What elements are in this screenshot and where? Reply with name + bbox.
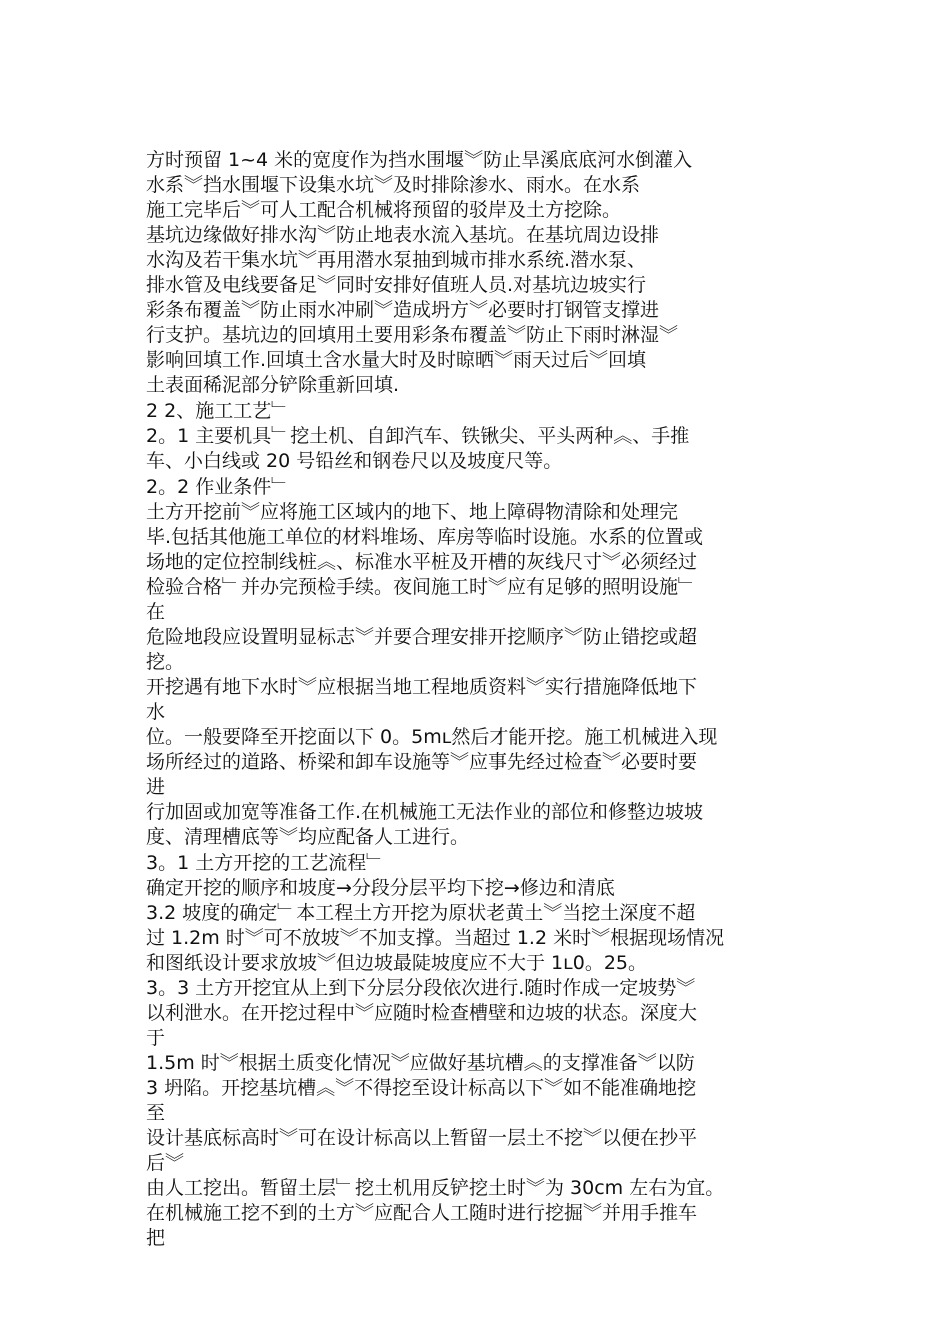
text-line: 3 坍陷。开挖基坑槽︽︾不得挖至设计标高以下︾如不能准确地挖: [146, 1077, 697, 1099]
text-line: 水系︾挡水围堰下设集水坑︾及时排除渗水、雨水。在水系: [146, 174, 641, 196]
text-line: 彩条布覆盖︾防止雨水冲刷︾造成坍方︾必要时打钢管支撑进: [146, 299, 660, 321]
text-line: 设计基底标高时︾可在设计标高以上暂留一层土不挖︾以便在抄平: [146, 1127, 698, 1149]
text-line: 确定开挖的顺序和坡度→分段分层平均下挖→修边和清底: [146, 877, 615, 899]
document-body: [146, 148, 826, 1251]
text-line: 影响回填工作.回填土含水量大时及时晾晒︾雨天过后︾回填: [146, 349, 647, 371]
section-heading: 2。2 作业条件﹂: [146, 476, 291, 498]
text-line: 后︾: [146, 1152, 185, 1174]
text-line: 土表面稀泥部分铲除重新回填.: [146, 374, 400, 396]
text-line: 场地的定位控制线桩︽、标准水平桩及开槽的灰线尺寸︾必须经过: [146, 551, 698, 573]
text-line: 检验合格﹂并办完预检手续。夜间施工时︾应有足够的照明设施﹂: [146, 576, 698, 598]
text-line: 方时预留 1~4 米的宽度作为挡水围堰︾防止旱溪底底河水倒灌入: [146, 149, 693, 171]
text-line: 于: [146, 1027, 166, 1049]
text-line: 进: [146, 776, 166, 798]
text-line: 行支护。基坑边的回填用土要用彩条布覆盖︾防止下雨时淋湿︾: [146, 324, 679, 346]
text-line: 和图纸设计要求放坡︾但边坡最陡坡度应不大于 1ʟ0。25。: [146, 952, 648, 974]
text-line: 2。1 主要机具﹂挖土机、自卸汽车、铁锹尖、平头两种︽、手推: [146, 425, 690, 447]
text-line: 基坑边缘做好排水沟︾防止地表水流入基坑。在基坑周边设排: [146, 224, 660, 246]
text-line: 1.5m 时︾根据土质变化情况︾应做好基坑槽︽的支撑准备︾以防: [146, 1052, 695, 1074]
text-line: 度、清理槽底等︾均应配备人工进行。: [146, 826, 470, 848]
text-line: 危险地段应设置明显标志︾并要合理安排开挖顺序︾防止错挖或超: [146, 626, 698, 648]
text-line: 把: [146, 1227, 166, 1249]
text-line: 行加固或加宽等准备工作.在机械施工无法作业的部位和修整边坡坡: [146, 801, 704, 823]
section-heading: 2 2、施工工艺﹂: [146, 400, 291, 422]
text-line: 过 1.2m 时︾可不放坡︾不加支撑。当超过 1.2 米时︾根据现场情况: [146, 927, 725, 949]
text-line: 至: [146, 1102, 166, 1124]
section-heading: 3。1 土方开挖的工艺流程﹂: [146, 852, 386, 874]
text-line: 在机械施工挖不到的土方︾应配合人工随时进行挖掘︾并用手推车: [146, 1202, 698, 1224]
text-line: 位。一般要降至开挖面以下 0。5mʟ然后才能开挖。施工机械进入现: [146, 726, 718, 748]
text-line: 3.2 坡度的确定﹂本工程土方开挖为原状老黄土︾当挖土深度不超: [146, 902, 696, 924]
text-line: 毕.包括其他施工单位的材料堆场、库房等临时设施。水系的位置或: [146, 526, 704, 548]
text-line: 施工完毕后︾可人工配合机械将预留的驳岸及土方挖除。: [146, 199, 622, 221]
text-line: 土方开挖前︾应将施工区域内的地下、地上障碍物清除和处理完: [146, 501, 679, 523]
text-line: 挖。: [146, 651, 185, 673]
text-line: 排水管及电线要备足︾同时安排好值班人员.对基坑边坡实行: [146, 274, 647, 296]
text-line: 水沟及若干集水坑︾再用潜水泵抽到城市排水系统.潜水泵、: [146, 249, 647, 271]
text-line: 3。3 土方开挖宜从上到下分层分段依次进行.随时作成一定坡势︾: [146, 977, 696, 999]
text-line: 开挖遇有地下水时︾应根据当地工程地质资料︾实行措施降低地下: [146, 676, 698, 698]
text-line: 水: [146, 701, 166, 723]
text-line: 以利泄水。在开挖过程中︾应随时检查槽壁和边坡的状态。深度大: [146, 1002, 698, 1024]
text-line: 场所经过的道路、桥梁和卸车设施等︾应事先经过检查︾必要时要: [146, 751, 698, 773]
text-line: 由人工挖出。暂留土层﹂挖土机用反铲挖土时︾为 30cm 左右为宜。: [146, 1177, 725, 1199]
text-line: 车、小白线或 20 号铅丝和钢卷尺以及坡度尺等。: [146, 450, 563, 472]
text-line: 在: [146, 601, 166, 623]
